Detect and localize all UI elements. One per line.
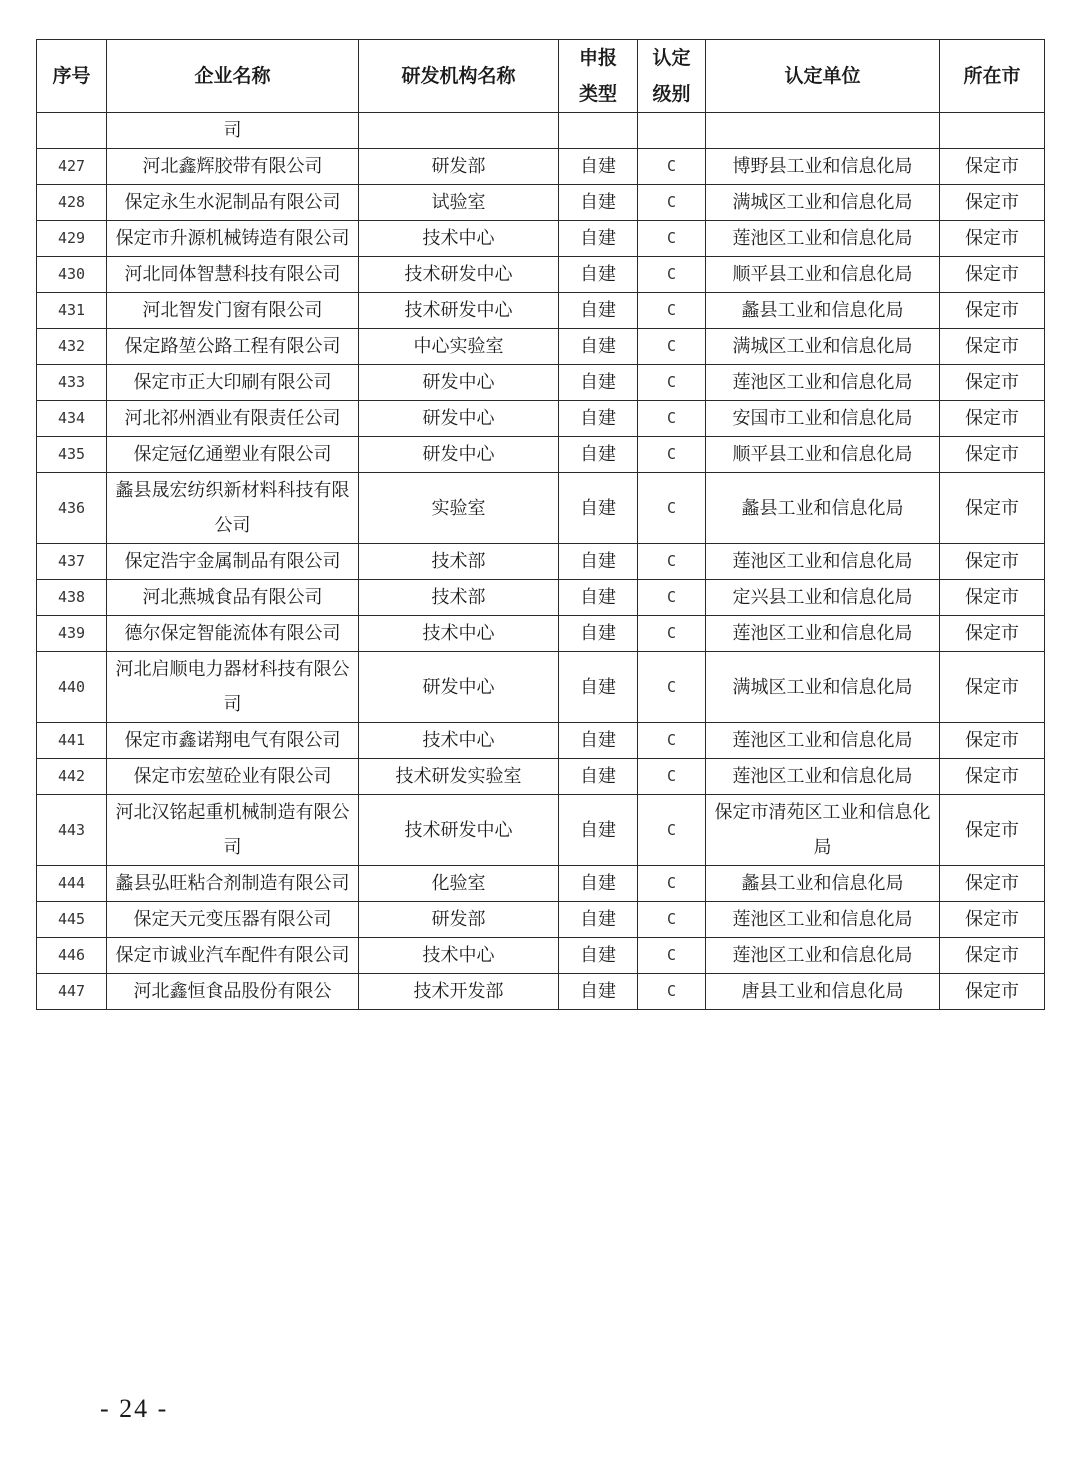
- cell-level: C: [638, 616, 706, 652]
- cell-level: [638, 113, 706, 149]
- cell-level: C: [638, 221, 706, 257]
- cell-company-name: 保定市诚业汽车配件有限公司: [107, 938, 359, 974]
- cell-institution-name: 技术研发中心: [359, 293, 559, 329]
- cell-certifying-unit: 蠡县工业和信息化局: [706, 866, 940, 902]
- cell-level: C: [638, 257, 706, 293]
- cell-institution-name: 实验室: [359, 473, 559, 544]
- cell-certifying-unit: 安国市工业和信息化局: [706, 401, 940, 437]
- cell-apply-type: 自建: [559, 185, 638, 221]
- cell-index: 445: [37, 902, 107, 938]
- cell-city: 保定市: [940, 580, 1045, 616]
- cell-apply-type: 自建: [559, 938, 638, 974]
- cell-apply-type: 自建: [559, 652, 638, 723]
- cell-level: C: [638, 544, 706, 580]
- cell-level: C: [638, 580, 706, 616]
- cell-institution-name: 技术中心: [359, 616, 559, 652]
- cell-level: C: [638, 795, 706, 866]
- cell-certifying-unit: 定兴县工业和信息化局: [706, 580, 940, 616]
- cell-level: C: [638, 365, 706, 401]
- cell-apply-type: 自建: [559, 866, 638, 902]
- cell-company-name: 保定天元变压器有限公司: [107, 902, 359, 938]
- cell-city: [940, 113, 1045, 149]
- cell-certifying-unit: 顺平县工业和信息化局: [706, 257, 940, 293]
- cell-city: 保定市: [940, 544, 1045, 580]
- cell-city: 保定市: [940, 221, 1045, 257]
- table-row: [37, 473, 1045, 544]
- header-city: 所在市: [940, 40, 1045, 113]
- cell-certifying-unit: 博野县工业和信息化局: [706, 149, 940, 185]
- table-row: [37, 795, 1045, 866]
- cell-institution-name: 技术中心: [359, 723, 559, 759]
- cell-level: C: [638, 652, 706, 723]
- cell-institution-name: 技术开发部: [359, 974, 559, 1010]
- cell-company-name: 蠡县弘旺粘合剂制造有限公司: [107, 866, 359, 902]
- cell-index: [37, 113, 107, 149]
- header-level: 认定级别: [638, 40, 706, 113]
- cell-city: 保定市: [940, 866, 1045, 902]
- cell-level: C: [638, 723, 706, 759]
- table-row: [37, 257, 1045, 293]
- table-row: [37, 938, 1045, 974]
- cell-city: 保定市: [940, 329, 1045, 365]
- cell-level: C: [638, 759, 706, 795]
- cell-apply-type: 自建: [559, 723, 638, 759]
- cell-company-name: 保定市正大印刷有限公司: [107, 365, 359, 401]
- cell-certifying-unit: 唐县工业和信息化局: [706, 974, 940, 1010]
- cell-apply-type: 自建: [559, 616, 638, 652]
- cell-institution-name: 技术中心: [359, 221, 559, 257]
- cell-certifying-unit: 莲池区工业和信息化局: [706, 902, 940, 938]
- cell-certifying-unit: 莲池区工业和信息化局: [706, 723, 940, 759]
- cell-index: 428: [37, 185, 107, 221]
- cell-index: 439: [37, 616, 107, 652]
- cell-city: 保定市: [940, 974, 1045, 1010]
- cell-index: 447: [37, 974, 107, 1010]
- cell-apply-type: 自建: [559, 974, 638, 1010]
- cell-company-name: 保定市宏堃砼业有限公司: [107, 759, 359, 795]
- cell-index: 432: [37, 329, 107, 365]
- cell-index: 430: [37, 257, 107, 293]
- header-institution-name: 研发机构名称: [359, 40, 559, 113]
- table-row: [37, 113, 1045, 149]
- cell-certifying-unit: 满城区工业和信息化局: [706, 652, 940, 723]
- cell-institution-name: [359, 113, 559, 149]
- cell-index: 443: [37, 795, 107, 866]
- cell-institution-name: 中心实验室: [359, 329, 559, 365]
- cell-certifying-unit: 保定市清苑区工业和信息化局: [706, 795, 940, 866]
- cell-index: 446: [37, 938, 107, 974]
- cell-apply-type: 自建: [559, 293, 638, 329]
- cell-company-name: 河北燕城食品有限公司: [107, 580, 359, 616]
- table-body: [37, 113, 1045, 1010]
- cell-institution-name: 技术研发中心: [359, 257, 559, 293]
- cell-company-name: 河北鑫恒食品股份有限公: [107, 974, 359, 1010]
- table-row: [37, 652, 1045, 723]
- table-row: [37, 185, 1045, 221]
- cell-index: 431: [37, 293, 107, 329]
- cell-city: 保定市: [940, 795, 1045, 866]
- cell-index: 427: [37, 149, 107, 185]
- cell-apply-type: 自建: [559, 902, 638, 938]
- cell-index: 441: [37, 723, 107, 759]
- cell-level: C: [638, 473, 706, 544]
- cell-level: C: [638, 974, 706, 1010]
- cell-level: C: [638, 938, 706, 974]
- cell-level: C: [638, 293, 706, 329]
- cell-level: C: [638, 329, 706, 365]
- cell-index: 442: [37, 759, 107, 795]
- cell-apply-type: 自建: [559, 795, 638, 866]
- cell-institution-name: 研发中心: [359, 401, 559, 437]
- cell-certifying-unit: 蠡县工业和信息化局: [706, 293, 940, 329]
- cell-city: 保定市: [940, 437, 1045, 473]
- cell-company-name: 司: [107, 113, 359, 149]
- cell-city: 保定市: [940, 473, 1045, 544]
- table-row: [37, 723, 1045, 759]
- cell-city: 保定市: [940, 185, 1045, 221]
- table-row: [37, 759, 1045, 795]
- cell-company-name: 河北鑫辉胶带有限公司: [107, 149, 359, 185]
- cell-city: 保定市: [940, 938, 1045, 974]
- table-row: [37, 329, 1045, 365]
- cell-company-name: 河北启顺电力器材科技有限公司: [107, 652, 359, 723]
- cell-company-name: 保定永生水泥制品有限公司: [107, 185, 359, 221]
- cell-company-name: 蠡县晟宏纺织新材料科技有限公司: [107, 473, 359, 544]
- table-row: [37, 974, 1045, 1010]
- cell-institution-name: 技术研发实验室: [359, 759, 559, 795]
- table-row: [37, 902, 1045, 938]
- cell-city: 保定市: [940, 652, 1045, 723]
- cell-company-name: 保定市鑫诺翔电气有限公司: [107, 723, 359, 759]
- cell-apply-type: 自建: [559, 580, 638, 616]
- cell-certifying-unit: 满城区工业和信息化局: [706, 329, 940, 365]
- table-row: [37, 149, 1045, 185]
- cell-institution-name: 技术部: [359, 544, 559, 580]
- cell-company-name: 保定市升源机械铸造有限公司: [107, 221, 359, 257]
- cell-apply-type: 自建: [559, 544, 638, 580]
- cell-company-name: 河北同体智慧科技有限公司: [107, 257, 359, 293]
- cell-apply-type: 自建: [559, 221, 638, 257]
- cell-apply-type: 自建: [559, 149, 638, 185]
- cell-index: 435: [37, 437, 107, 473]
- cell-certifying-unit: 蠡县工业和信息化局: [706, 473, 940, 544]
- cell-level: C: [638, 185, 706, 221]
- cell-index: 440: [37, 652, 107, 723]
- cell-certifying-unit: 莲池区工业和信息化局: [706, 938, 940, 974]
- cell-certifying-unit: 莲池区工业和信息化局: [706, 616, 940, 652]
- table-row: [37, 544, 1045, 580]
- cell-institution-name: 研发中心: [359, 437, 559, 473]
- cell-city: 保定市: [940, 257, 1045, 293]
- cell-company-name: 保定路堃公路工程有限公司: [107, 329, 359, 365]
- cell-certifying-unit: [706, 113, 940, 149]
- cell-apply-type: 自建: [559, 437, 638, 473]
- cell-company-name: 保定冠亿通塑业有限公司: [107, 437, 359, 473]
- table-row: [37, 437, 1045, 473]
- header-company-name: 企业名称: [107, 40, 359, 113]
- table-row: [37, 616, 1045, 652]
- cell-institution-name: 试验室: [359, 185, 559, 221]
- table-row: [37, 401, 1045, 437]
- cell-city: 保定市: [940, 365, 1045, 401]
- cell-index: 444: [37, 866, 107, 902]
- cell-institution-name: 技术中心: [359, 938, 559, 974]
- cell-apply-type: 自建: [559, 257, 638, 293]
- cell-index: 436: [37, 473, 107, 544]
- cell-index: 438: [37, 580, 107, 616]
- cell-index: 429: [37, 221, 107, 257]
- cell-apply-type: 自建: [559, 401, 638, 437]
- cell-company-name: 河北祁州酒业有限责任公司: [107, 401, 359, 437]
- cell-city: 保定市: [940, 902, 1045, 938]
- cell-city: 保定市: [940, 759, 1045, 795]
- cell-level: C: [638, 866, 706, 902]
- cell-certifying-unit: 满城区工业和信息化局: [706, 185, 940, 221]
- cell-city: 保定市: [940, 293, 1045, 329]
- cell-institution-name: 技术研发中心: [359, 795, 559, 866]
- cell-company-name: 河北汉铭起重机械制造有限公司: [107, 795, 359, 866]
- cell-certifying-unit: 莲池区工业和信息化局: [706, 221, 940, 257]
- header-certifying-unit: 认定单位: [706, 40, 940, 113]
- cell-institution-name: 化验室: [359, 866, 559, 902]
- table-row: [37, 365, 1045, 401]
- cell-level: C: [638, 149, 706, 185]
- cell-certifying-unit: 莲池区工业和信息化局: [706, 759, 940, 795]
- cell-city: 保定市: [940, 149, 1045, 185]
- cell-apply-type: 自建: [559, 365, 638, 401]
- cell-level: C: [638, 437, 706, 473]
- header-index: 序号: [37, 40, 107, 113]
- table-row: [37, 221, 1045, 257]
- cell-certifying-unit: 莲池区工业和信息化局: [706, 544, 940, 580]
- cell-certifying-unit: 莲池区工业和信息化局: [706, 365, 940, 401]
- research-institution-table: [36, 39, 1045, 1010]
- cell-institution-name: 技术部: [359, 580, 559, 616]
- cell-city: 保定市: [940, 723, 1045, 759]
- cell-institution-name: 研发部: [359, 149, 559, 185]
- cell-city: 保定市: [940, 616, 1045, 652]
- cell-company-name: 保定浩宇金属制品有限公司: [107, 544, 359, 580]
- cell-apply-type: [559, 113, 638, 149]
- table-row: [37, 866, 1045, 902]
- cell-index: 437: [37, 544, 107, 580]
- cell-institution-name: 研发部: [359, 902, 559, 938]
- cell-institution-name: 研发中心: [359, 652, 559, 723]
- cell-level: C: [638, 902, 706, 938]
- cell-certifying-unit: 顺平县工业和信息化局: [706, 437, 940, 473]
- cell-index: 434: [37, 401, 107, 437]
- table-header-row: [37, 40, 1045, 113]
- cell-company-name: 河北智发门窗有限公司: [107, 293, 359, 329]
- cell-city: 保定市: [940, 401, 1045, 437]
- cell-company-name: 德尔保定智能流体有限公司: [107, 616, 359, 652]
- header-apply-type: 申报类型: [559, 40, 638, 113]
- cell-apply-type: 自建: [559, 329, 638, 365]
- cell-institution-name: 研发中心: [359, 365, 559, 401]
- table-row: [37, 293, 1045, 329]
- cell-apply-type: 自建: [559, 759, 638, 795]
- page-number: - 24 -: [100, 1394, 169, 1423]
- cell-index: 433: [37, 365, 107, 401]
- cell-level: C: [638, 401, 706, 437]
- cell-apply-type: 自建: [559, 473, 638, 544]
- table-row: [37, 580, 1045, 616]
